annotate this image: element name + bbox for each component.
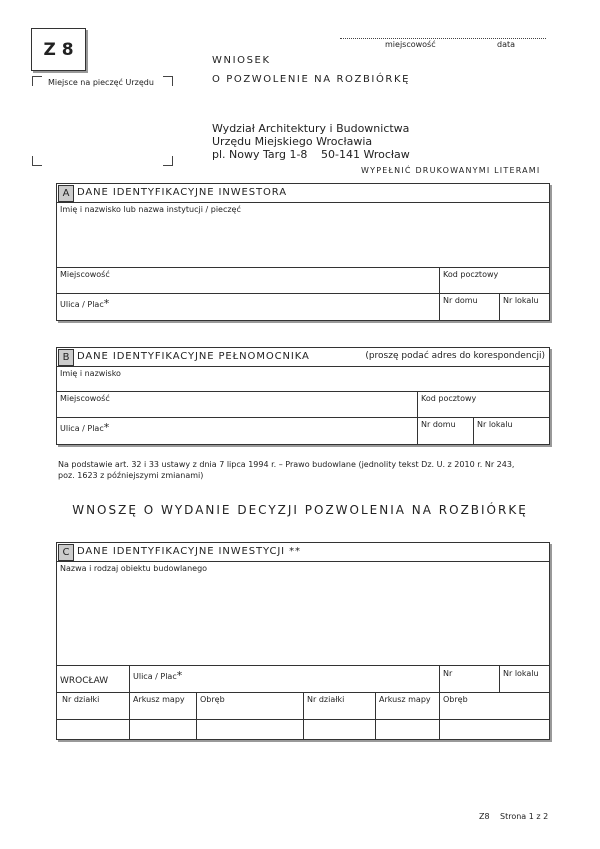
office-line-3: pl. Nowy Targ 1-8 xyxy=(212,148,308,161)
plot-col-4: Nr działki xyxy=(307,695,345,704)
main-request: WNOSZĘ O WYDANIE DECYZJI POZWOLENIA NA ROZBIÓRKĘ xyxy=(72,503,528,517)
place-date-field[interactable] xyxy=(340,37,546,39)
plot-col-1: Nr działki xyxy=(62,695,100,704)
proxy-flat-label: Nr lokalu xyxy=(477,420,513,429)
investor-name-label: Imię i nazwisko lub nazwa instytucji / pieczęć xyxy=(60,205,241,214)
form-subtitle: O POZWOLENIE NA ROZBIÓRKĘ xyxy=(212,74,411,85)
plot-col-5: Arkusz mapy xyxy=(379,695,431,704)
stamp-corner-tl xyxy=(32,76,42,86)
investor-street-label: Ulica / Plac* xyxy=(60,297,110,310)
investor-house-label: Nr domu xyxy=(443,296,478,305)
footer-code: Z8 xyxy=(479,812,490,821)
legal-basis: Na podstawie art. 32 i 33 ustawy z dnia 7 lipca 1994 r. – Prawo budowlane (jednolity tekst Dz. U. z 2010 r. Nr 243, poz. 1623 z późniejszymi zmianami) xyxy=(58,460,515,480)
proxy-city-label: Miejscowość xyxy=(60,394,110,403)
investment-city-value: WROCŁAW xyxy=(60,676,109,686)
proxy-street-label: Ulica / Plac* xyxy=(60,421,110,434)
office-line-1: Wydział Architektury i Budownictwa xyxy=(212,122,410,135)
section-c-header xyxy=(57,543,549,562)
proxy-house-label: Nr domu xyxy=(421,420,456,429)
section-c-title: DANE IDENTYFIKACYJNE INWESTYCJI ** xyxy=(77,546,301,557)
investment-flat-label: Nr lokalu xyxy=(503,669,539,678)
section-b-letter: B xyxy=(58,349,74,366)
stamp-corner-br xyxy=(163,156,173,166)
section-c xyxy=(56,542,550,740)
section-b-title: DANE IDENTYFIKACYJNE PEŁNOMOCNIKA xyxy=(77,351,310,362)
section-c-letter: C xyxy=(58,544,74,561)
plot-col-2: Arkusz mapy xyxy=(133,695,185,704)
place-label: miejscowość xyxy=(385,40,436,49)
investor-city-label: Miejscowość xyxy=(60,270,110,279)
section-a xyxy=(56,183,550,321)
footer-page: Strona 1 z 2 xyxy=(500,812,549,821)
stamp-label: Miejsce na pieczęć Urzędu xyxy=(48,78,154,87)
date-label: data xyxy=(497,40,516,49)
form-title: WNIOSEK xyxy=(212,55,271,66)
fill-instruction: WYPEŁNIĆ DRUKOWANYMI LITERAMI xyxy=(361,166,541,175)
section-b xyxy=(56,347,550,445)
investor-flat-label: Nr lokalu xyxy=(503,296,539,305)
form-code-box xyxy=(31,28,86,71)
plot-col-3: Obręb xyxy=(200,695,225,704)
section-b-header xyxy=(57,348,549,367)
section-a-letter: A xyxy=(58,185,74,202)
investor-name-field[interactable] xyxy=(57,203,549,267)
stamp-corner-bl xyxy=(32,156,42,166)
plot-col-6: Obręb xyxy=(443,695,468,704)
object-name-label: Nazwa i rodzaj obiektu budowlanego xyxy=(60,564,208,573)
proxy-name-label: Imię i nazwisko xyxy=(60,369,121,378)
section-b-note: (proszę podać adres do korespondencji) xyxy=(365,351,545,361)
investment-street-label: Ulica / Plac* xyxy=(133,669,183,682)
section-a-header xyxy=(57,184,549,203)
proxy-postal-label: Kod pocztowy xyxy=(421,394,477,403)
form-code: Z 8 xyxy=(43,39,74,60)
investor-postal-label: Kod pocztowy xyxy=(443,270,499,279)
investment-nr-label: Nr xyxy=(443,669,453,678)
stamp-corner-tr xyxy=(163,76,173,86)
section-a-title: DANE IDENTYFIKACYJNE INWESTORA xyxy=(77,187,287,198)
office-postcode: 50-141 Wrocław xyxy=(321,148,410,161)
office-line-2: Urzędu Miejskiego Wrocławia xyxy=(212,135,373,148)
